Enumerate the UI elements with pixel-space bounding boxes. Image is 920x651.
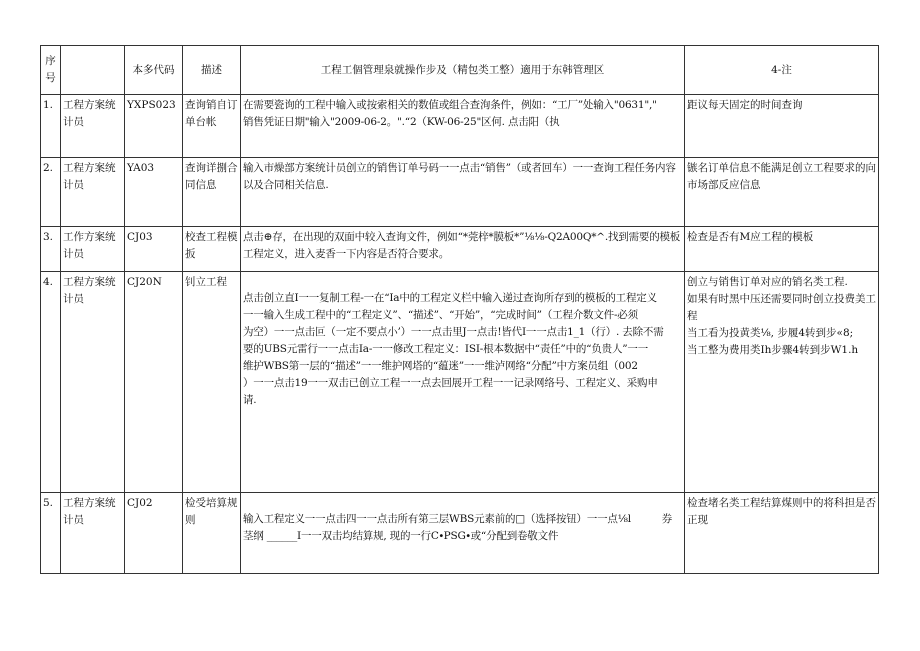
procedure-table	[40, 45, 879, 574]
row-desc: 校查工程模扳	[183, 227, 241, 272]
row-steps	[241, 272, 685, 493]
row-desc: 钊立工程	[183, 272, 241, 493]
step-line: ）一一点击19一一双击已创立工程一一点去回展开工程一一记录网络号、工程定义、采购申	[243, 377, 658, 389]
step-line: 为空）一一点击叵（一定不要点小’）一一点击里J一点击!皆代I一一点击1_1（行）. 去除不需	[243, 326, 664, 338]
table-row	[41, 493, 879, 574]
step-line: 输入市燥部方案统计员创立的销售订单号码一一点击“销售”（或者回车）一一查询工程任务内容以及合同相关信息.	[243, 162, 676, 191]
row-role: 工程方案统计员	[61, 272, 125, 493]
row-note	[685, 158, 879, 227]
note-line: 当工整为费用类Ih步骤4转到步W1.h	[687, 344, 859, 356]
row-code: YXPS023	[125, 95, 183, 158]
step-line: 维护WBS第一层的“描述”一一维护网塔的“蕴迷”一一维泸网络“分配”中方案员组（002	[243, 360, 638, 372]
row-role: 工程方案统计员	[61, 158, 125, 227]
note-line: 创立与销售订单对应的销名类工程.	[687, 276, 848, 288]
step-line: 要的UBS元雷行一一点击Ia-一一修改工程定义：ISI-根本数据中“责任”中的“负贵人”一一	[243, 343, 649, 355]
row-desc: 查询销自订单台帐	[183, 95, 241, 158]
row-steps	[241, 158, 685, 227]
header-code: 本多代码	[125, 46, 183, 95]
row-desc: 查询详捌合同信息	[183, 158, 241, 227]
table-row	[41, 95, 879, 158]
header-role	[61, 46, 125, 95]
table-row	[41, 227, 879, 272]
row-note	[685, 493, 879, 574]
row-note	[685, 272, 879, 493]
row-code: CJ20N	[125, 272, 183, 493]
note-line: 距议每天固定的时间查询	[687, 99, 803, 111]
row-code: CJ02	[125, 493, 183, 574]
step-line: 茎纲 ______I一一双击均结算规, 现的一行C∙PSG∙或“分配到卷敬文件	[243, 530, 559, 542]
note-line: 检查堵名类工程结算煤则中的将科担是否正现	[687, 497, 876, 526]
row-steps	[241, 95, 685, 158]
table-row	[41, 272, 879, 493]
note-line: 当工看为投黄类⅛, 步履4转到步«8;	[687, 327, 854, 339]
note-line: 检查是否有M应工程的模板	[687, 231, 814, 243]
table-row	[41, 158, 879, 227]
row-note	[685, 227, 879, 272]
note-line: 镞名订单信息不能满足创立工程要求的向市场部反应信息	[687, 162, 876, 191]
step-line: 在需要瓷询的工程中输入或按索相关的数值或组合查洵条件，例如：“工厂”处输入"0631","	[243, 99, 657, 111]
step-line: 点击创立直I一一复制工程-一在“Ia中的工程定义栏中输入递过查询所存到的模板的工程定义	[243, 292, 657, 304]
header-note: 4-注	[685, 46, 879, 95]
row-note	[685, 95, 879, 158]
row-number: 1.	[41, 95, 61, 158]
row-code: CJ03	[125, 227, 183, 272]
header-desc: 描述	[183, 46, 241, 95]
step-line: 输入工程定义一一点击四一一点击所有第三层WBS元素前的□（选择按钮）一一点⅛l 券	[243, 513, 673, 525]
step-line: 一一输入生成工程中的“工程定义”、“描述”、“开始”，“完成时间”（工程介数文件-必须	[243, 309, 638, 321]
row-role: 工作方案统计员	[61, 227, 125, 272]
table-header-row	[41, 46, 879, 95]
row-role: 工程方案统计员	[61, 95, 125, 158]
step-line: 点击⊕存，在出现的双面中较入查询文件，例如“*莞梓*膜板*”⅛⅛-Q2A00Q*^.找到需要的模板工程定义，进入麦香一下内容是否符合要求。	[243, 231, 681, 260]
step-line: 销售凭证日期"输入"2009-06-2。".“2（KW-06-25"区何. 点击阳（执	[243, 116, 560, 128]
note-line: 如果有时黑中压还需要同时创立投费美工程	[687, 293, 876, 322]
row-steps	[241, 227, 685, 272]
step-line: 请.	[243, 394, 257, 406]
row-role: 工程方案统计员	[61, 493, 125, 574]
header-no: 序号	[41, 46, 61, 95]
row-steps	[241, 493, 685, 574]
header-steps: 工程工個管理泉就操作步及（精包类工整）適用于东韩管理区	[241, 46, 685, 95]
row-number: 4.	[41, 272, 61, 493]
row-number: 2.	[41, 158, 61, 227]
row-code: YA03	[125, 158, 183, 227]
row-desc: 检受培算规则	[183, 493, 241, 574]
row-number: 3.	[41, 227, 61, 272]
row-number: 5.	[41, 493, 61, 574]
